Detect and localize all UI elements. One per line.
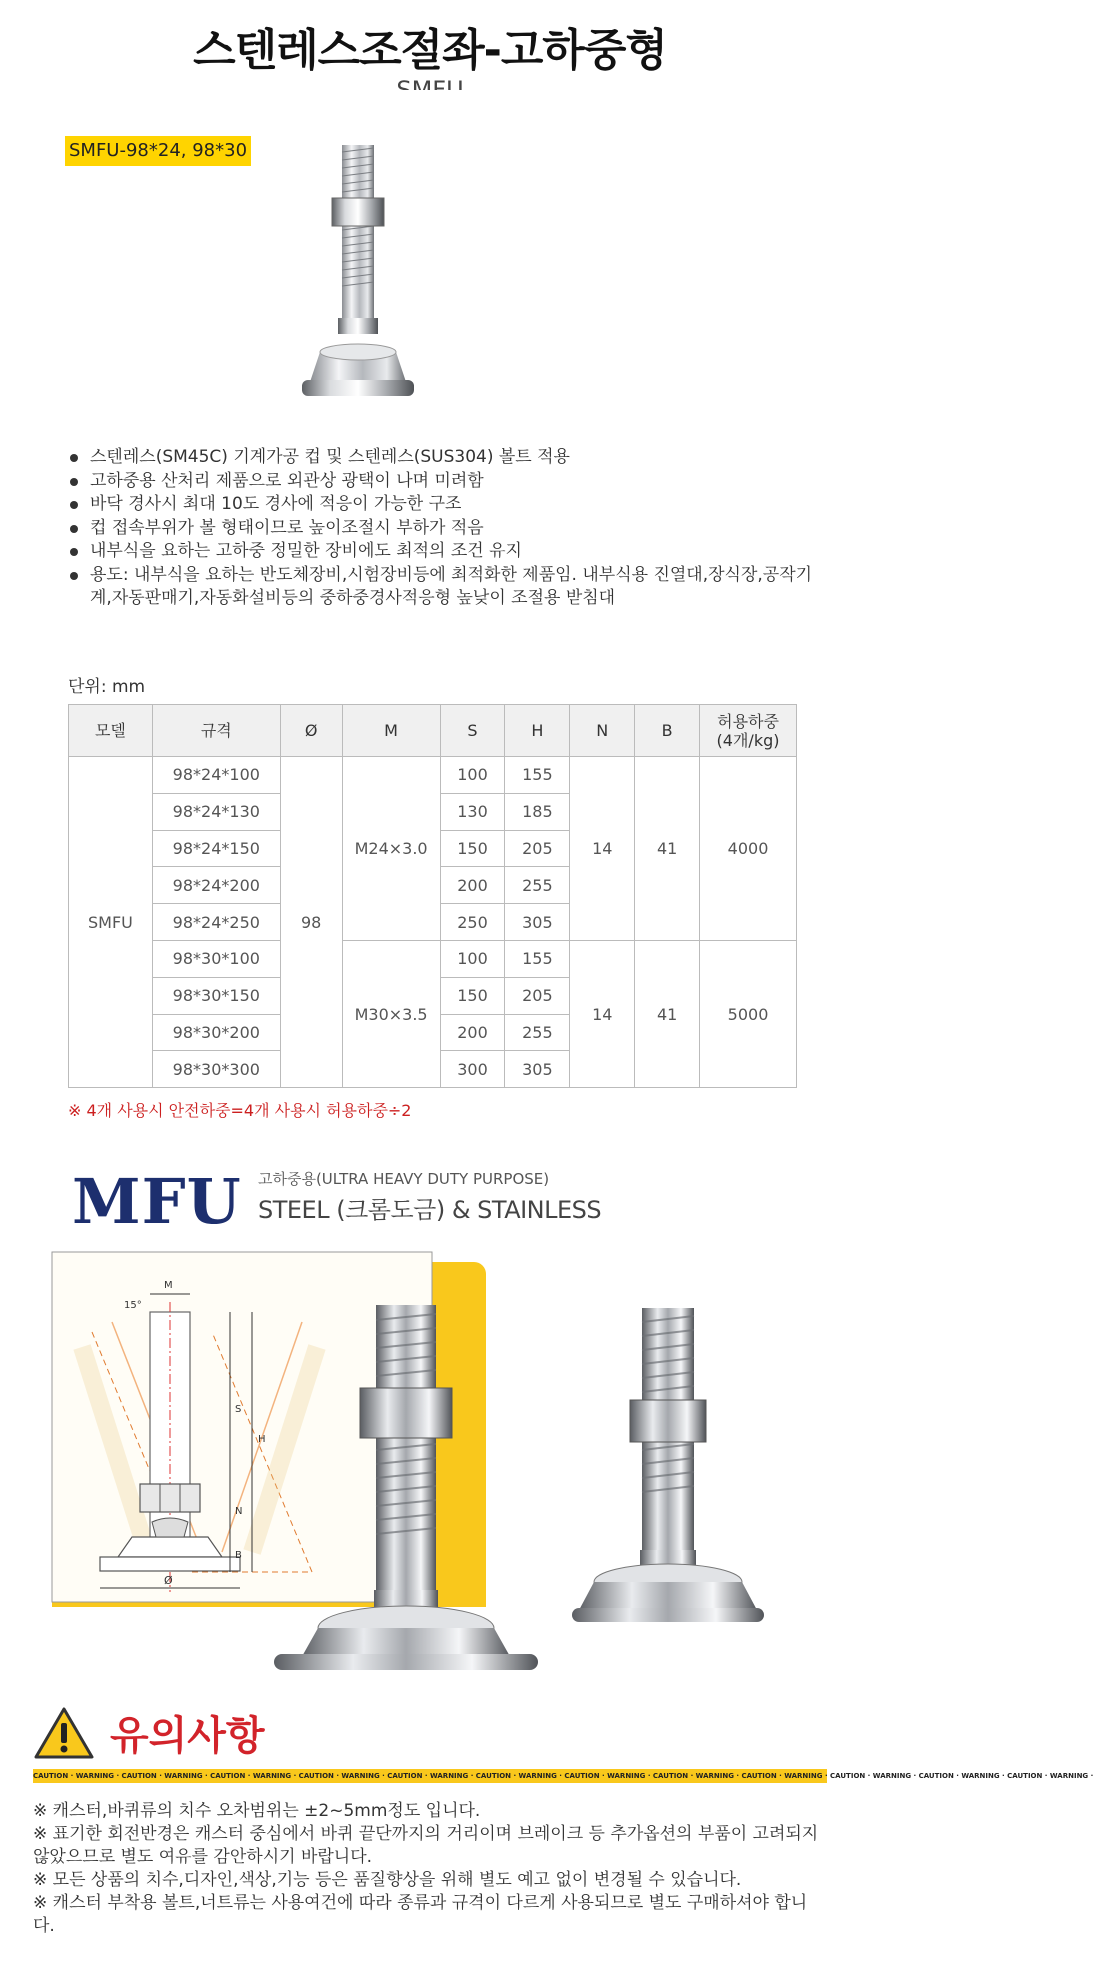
cell-spec: 98*24*100	[152, 757, 280, 794]
diagram-label-h: H	[258, 1434, 266, 1445]
feature-list	[68, 446, 828, 611]
cell-h: 305	[505, 1051, 570, 1088]
caution-band: CAUTION · WARNING · CAUTION · WARNING · CAUTION · WARNING · CAUTION · WARNING · CAUTION · WARNING · CAUTION · WARNING · CAUTION · WARNING · CAUTION · WARNING · CAUTION · WARNING · CAUTION · WARNING · CAUTION · WARNING · CAUTION · WARNING ·	[33, 1769, 827, 1783]
col-header-diameter: Ø	[280, 705, 342, 757]
col-header-load: 허용하중 (4개/kg)	[700, 705, 797, 757]
cell-h: 255	[505, 1014, 570, 1051]
unit-label: 단위: mm	[68, 677, 146, 697]
cell-n: 14	[570, 757, 635, 941]
cell-h: 255	[505, 867, 570, 904]
col-header-n: N	[570, 705, 635, 757]
cell-spec: 98*30*100	[152, 940, 280, 977]
cell-h: 305	[505, 904, 570, 941]
notice-item: ※ 캐스터 부착용 볼트,너트류는 사용여건에 따라 종류과 규격이 다르게 사용되므로 별도 구매하셔야 합니다.	[33, 1893, 808, 1936]
cell-m: M24×3.0	[342, 757, 440, 941]
cell-h: 155	[505, 757, 570, 794]
table-note: ※ 4개 사용시 안전하중=4개 사용시 허용하중÷2	[68, 1101, 412, 1120]
cell-spec: 98*24*130	[152, 793, 280, 830]
col-header-h: H	[505, 705, 570, 757]
cell-load: 4000	[700, 757, 797, 941]
cell-model: SMFU	[69, 757, 153, 1088]
diagram-label-angle: 15°	[124, 1300, 142, 1311]
cell-s: 130	[440, 793, 505, 830]
feature-item: 내부식을 요하는 고하중 정밀한 장비에도 최적의 조건 유지	[68, 540, 828, 564]
banner-subtitle: 고하중용(ULTRA HEAVY DUTY PURPOSE)	[258, 1170, 550, 1188]
spec-table	[68, 704, 797, 1088]
col-header-b: B	[635, 705, 700, 757]
cell-h: 205	[505, 830, 570, 867]
cell-spec: 98*30*300	[152, 1051, 280, 1088]
caution-title: 유의사항	[110, 1713, 265, 1759]
cell-s: 200	[440, 1014, 505, 1051]
diagram-label-s: S	[235, 1404, 242, 1415]
mfu-logo: MFU	[72, 1165, 242, 1238]
cell-s: 150	[440, 977, 505, 1014]
cell-n: 14	[570, 940, 635, 1087]
feature-item: 스텐레스(SM45C) 기계가공 컵 및 스텐레스(SUS304) 볼트 적용	[68, 446, 828, 470]
feature-item: 바닥 경사시 최대 10도 경사에 적응이 가능한 구조	[68, 493, 828, 517]
diagram-label-dia: Ø	[164, 1574, 173, 1587]
col-header-s: S	[440, 705, 505, 757]
cell-s: 300	[440, 1051, 505, 1088]
cell-h: 205	[505, 977, 570, 1014]
model-tag: SMFU-98*24, 98*30	[65, 136, 251, 166]
notice-item: ※ 표기한 회전반경은 캐스터 중심에서 바퀴 끝단까지의 거리이며 브레이크 등 추가옵션의 부품이 고려되지 않았으므로 별도 여유를 감안하시기 바랍니다.	[33, 1824, 819, 1867]
col-header-model: 모델	[69, 705, 153, 757]
cell-spec: 98*24*150	[152, 830, 280, 867]
cell-s: 250	[440, 904, 505, 941]
cell-spec: 98*30*150	[152, 977, 280, 1014]
notice-item: ※ 캐스터,바퀴류의 치수 오차범위는 ±2~5mm정도 입니다.	[33, 1801, 481, 1821]
diagram-label-m: M	[164, 1280, 173, 1291]
cell-h: 185	[505, 793, 570, 830]
banner-material: STEEL (크롬도금) & STAINLESS	[258, 1196, 602, 1224]
feature-item: 용도: 내부식을 요하는 반도체장비,시험장비등에 최적화한 제품임. 내부식용 진열대,장식장,공작기계,자동판매기,자동화설비등의 중하중경사적응형 높낮이 조절용 받침대	[68, 564, 828, 611]
cell-h: 155	[505, 940, 570, 977]
cell-b: 41	[635, 757, 700, 941]
cell-spec: 98*24*250	[152, 904, 280, 941]
warning-icon	[33, 1706, 95, 1760]
cell-s: 100	[440, 940, 505, 977]
cell-load: 5000	[700, 940, 797, 1087]
cell-s: 150	[440, 830, 505, 867]
cell-b: 41	[635, 940, 700, 1087]
col-header-m: M	[342, 705, 440, 757]
col-header-spec: 규격	[152, 705, 280, 757]
diagram-label-n: N	[235, 1506, 243, 1517]
diagram-label-b: B	[235, 1550, 242, 1561]
feature-item: 고하중용 산처리 제품으로 외관상 광택이 나며 미려함	[68, 470, 828, 494]
feature-item: 컵 접속부위가 볼 형태이므로 높이조절시 부하가 적음	[68, 517, 828, 541]
table-row	[69, 757, 797, 794]
product-photo	[210, 90, 695, 435]
product-photo-pair	[280, 1250, 840, 1670]
table-row	[69, 940, 797, 977]
cell-diameter: 98	[280, 757, 342, 1088]
table-header-row	[69, 705, 797, 757]
cell-spec: 98*24*200	[152, 867, 280, 904]
notice-item: ※ 모든 상품의 치수,디자인,색상,기능 등은 품질향상을 위해 별도 예고 없이 변경될 수 있습니다.	[33, 1870, 742, 1890]
cell-m: M30×3.5	[342, 940, 440, 1087]
cell-spec: 98*30*200	[152, 1014, 280, 1051]
cell-s: 200	[440, 867, 505, 904]
notice-list	[33, 1800, 828, 1938]
page-title: 스텐레스조절좌-고하중형	[193, 25, 667, 76]
cell-s: 100	[440, 757, 505, 794]
